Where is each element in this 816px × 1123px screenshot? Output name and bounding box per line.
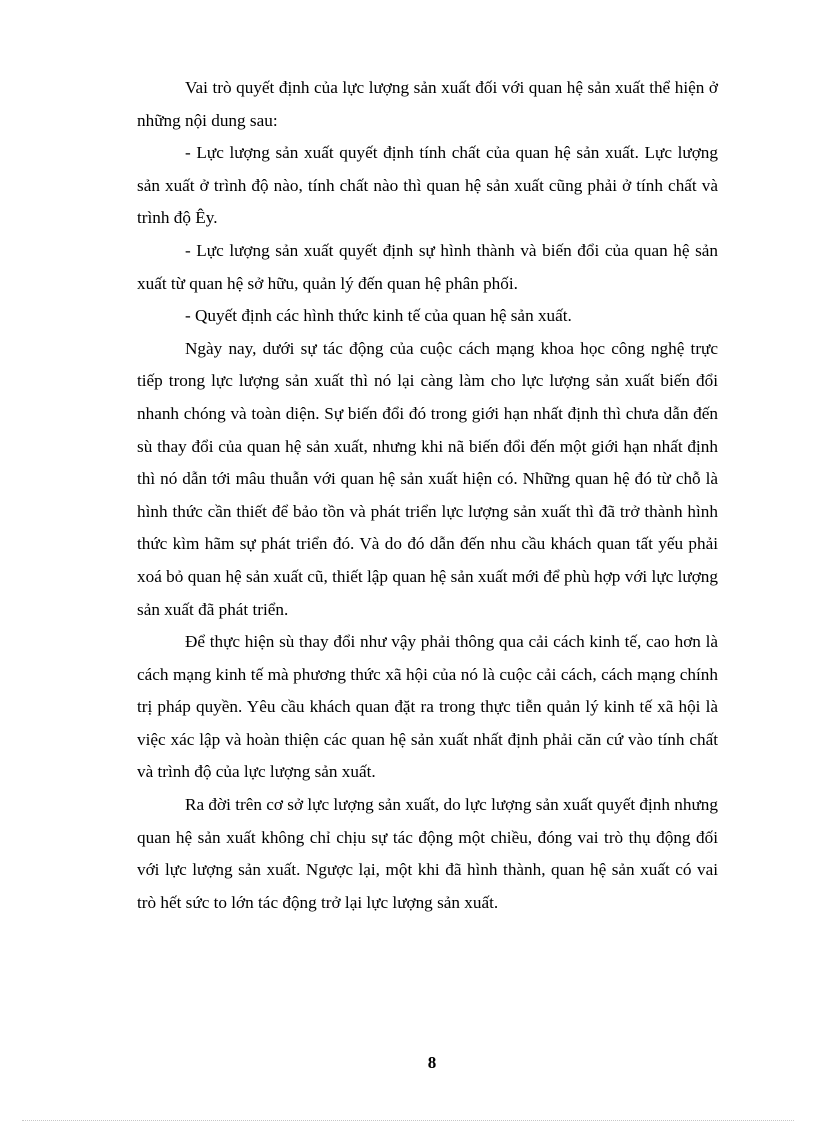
paragraph-bullet-3: - Quyết định các hình thức kinh tế của quan hệ sản xuất. xyxy=(185,306,572,326)
paragraph-reform: Để thực hiện sù thay đổi như vậy phải thông qua cải cách kinh tế, cao hơn là cách mạng kinh tế mà phương thức xã hội của nó là cuộc cải cách, cách mạng chính trị pháp quyền. Yêu cầu khách quan đặt ra trong thực tiễn quản lý kinh tế xã hội là việc xác lập và hoàn thiện các quan hệ sản xuất nhất định phải căn cứ vào tính chất và trình độ của lực lượng sản xuất. xyxy=(137,632,718,782)
body-text xyxy=(137,72,718,919)
paragraph-bullet-1: - Lực lượng sản xuất quyết định tính chất của quan hệ sản xuất. Lực lượng sản xuất ở trình độ nào, tính chất nào thì quan hệ sản xuất cũng phải ở tính chất và trình độ Êy. xyxy=(137,143,718,228)
page-number: 8 xyxy=(427,1053,437,1072)
paragraph-bullet-2: - Lực lượng sản xuất quyết định sự hình thành và biến đổi của quan hệ sản xuất từ quan hệ sở hữu, quản lý đến quan hệ phân phối. xyxy=(137,240,718,293)
paragraph-intro: Vai trò quyết định của lực lượng sản xuất đối với quan hệ sản xuất thể hiện ở những nội dung sau: xyxy=(137,78,718,130)
paragraph-revolution: Ngày nay, dưới sự tác động của cuộc cách mạng khoa học công nghệ trực tiếp trong lực lượng sản xuất thì nó lại càng làm cho lực lượng sản xuất biến đổi nhanh chóng và toàn diện. Sự biến đổi đó trong giới hạn nhất định thì chưa dẫn đến sù thay đổi của quan hệ sản xuất, nhưng khi nã biến đổi đến một giới hạn nhất định thì nó dẫn tới mâu thuẫn với quan hệ sản xuất hiện có. Những quan hệ đó từ chỗ là hình thức cần thiết để bảo tồn và phát triển lực lượng sản xuất thì đã trở thành hình thức kìm hãm sự phát triển đó. Và do đó dẫn đến nhu cầu khách quan tất yếu phải xoá bỏ quan hệ sản xuất cũ, thiết lập quan hệ sản xuất mới để phù hợp với lực lượng sản xuất đã phát triển. xyxy=(137,338,718,619)
paragraph-feedback: Ra đời trên cơ sở lực lượng sản xuất, do lực lượng sản xuất quyết định nhưng quan hệ sản xuất không chỉ chịu sự tác động một chiều, đóng vai trò thụ động đối với lực lượng sản xuất. Ngược lại, một khi đã hình thành, quan hệ sản xuất có vai trò hết sức to lớn tác động trở lại lực lượng sản xuất. xyxy=(137,795,718,912)
page-bottom-border xyxy=(22,1120,794,1121)
